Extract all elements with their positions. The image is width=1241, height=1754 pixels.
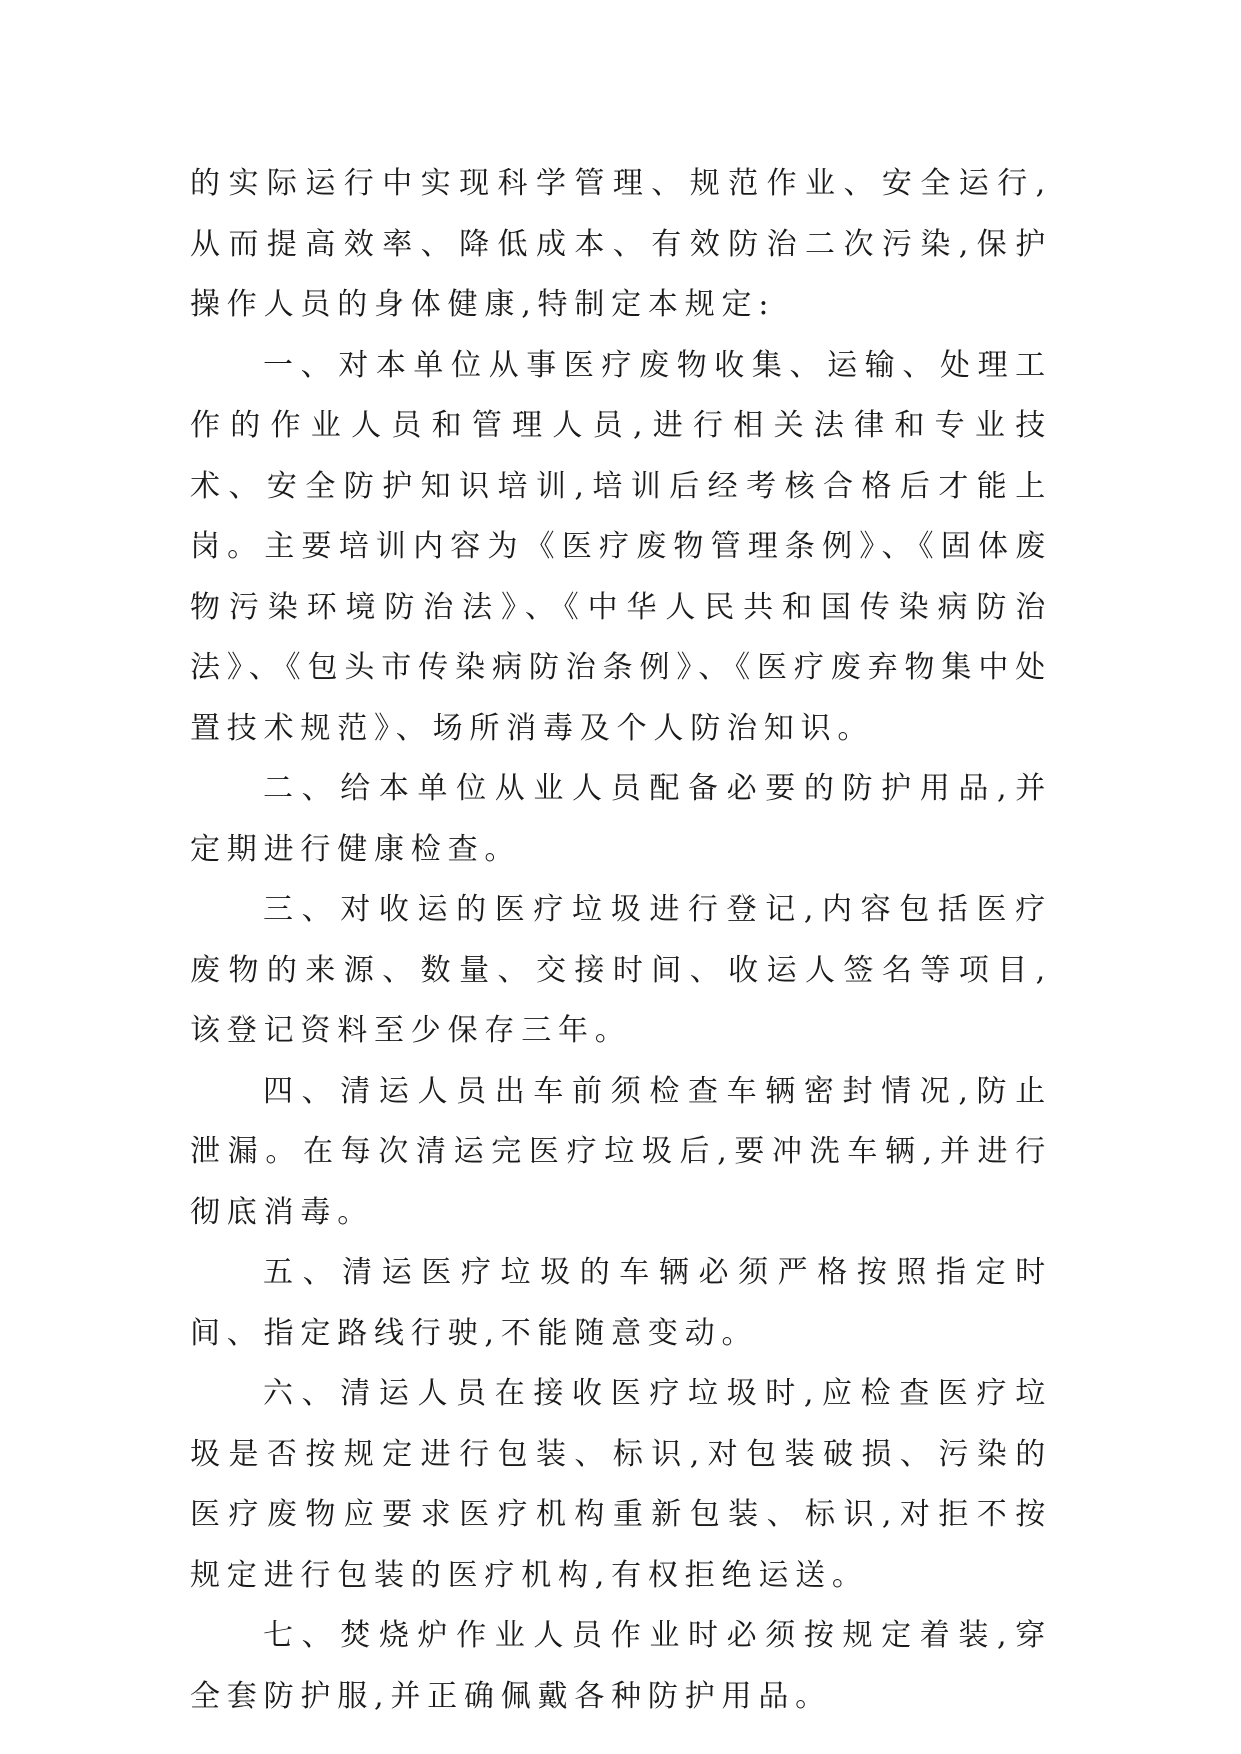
- paragraph-item-5-route: 五、清运医疗垃圾的车辆必须严格按照指定时间、指定路线行驶,不能随意变动。: [190, 1255, 1052, 1351]
- paragraph-item-2-protective-equipment: 二、给本单位从业人员配备必要的防护用品,并定期进行健康检查。: [190, 771, 1052, 867]
- paragraph-item-6-packaging-check: 六、清运人员在接收医疗垃圾时,应检查医疗垃圾是否按规定进行包装、标识,对包装破损、污染的医疗废物应要求医疗机构重新包装、标识,对拒不按规定进行包装的医疗机构,有权拒绝运送。: [190, 1376, 1052, 1593]
- paragraph-item-4-vehicle-inspection: 四、清运人员出车前须检查车辆密封情况,防止泄漏。在每次清运完医疗垃圾后,要冲洗车辆,并进行彻底消毒。: [190, 1073, 1052, 1230]
- paragraph-item-1-training: 一、对本单位从事医疗废物收集、运输、处理工作的作业人员和管理人员,进行相关法律和专业技术、安全防护知识培训,培训后经考核合格后才能上岗。主要培训内容为《医疗废物管理条例》、《固体废物污染环境防治法》、《中华人民共和国传染病防治法》、《包头市传染病防治条例》、《医疗废弃物集中处置技术规范》、场所消毒及个人防治知识。: [190, 347, 1052, 746]
- paragraph-intro-continuation: 的实际运行中实现科学管理、规范作业、安全运行,从而提高效率、降低成本、有效防治二次污染,保护操作人员的身体健康,特制定本规定:: [190, 166, 1052, 322]
- paragraph-item-7-incinerator-attire: 七、焚烧炉作业人员作业时必须按规定着装,穿全套防护服,并正确佩戴各种防护用品。: [190, 1618, 1052, 1714]
- document-body: [190, 154, 1052, 1727]
- paragraph-item-3-registration: 三、对收运的医疗垃圾进行登记,内容包括医疗废物的来源、数量、交接时间、收运人签名等项目,该登记资料至少保存三年。: [190, 892, 1052, 1048]
